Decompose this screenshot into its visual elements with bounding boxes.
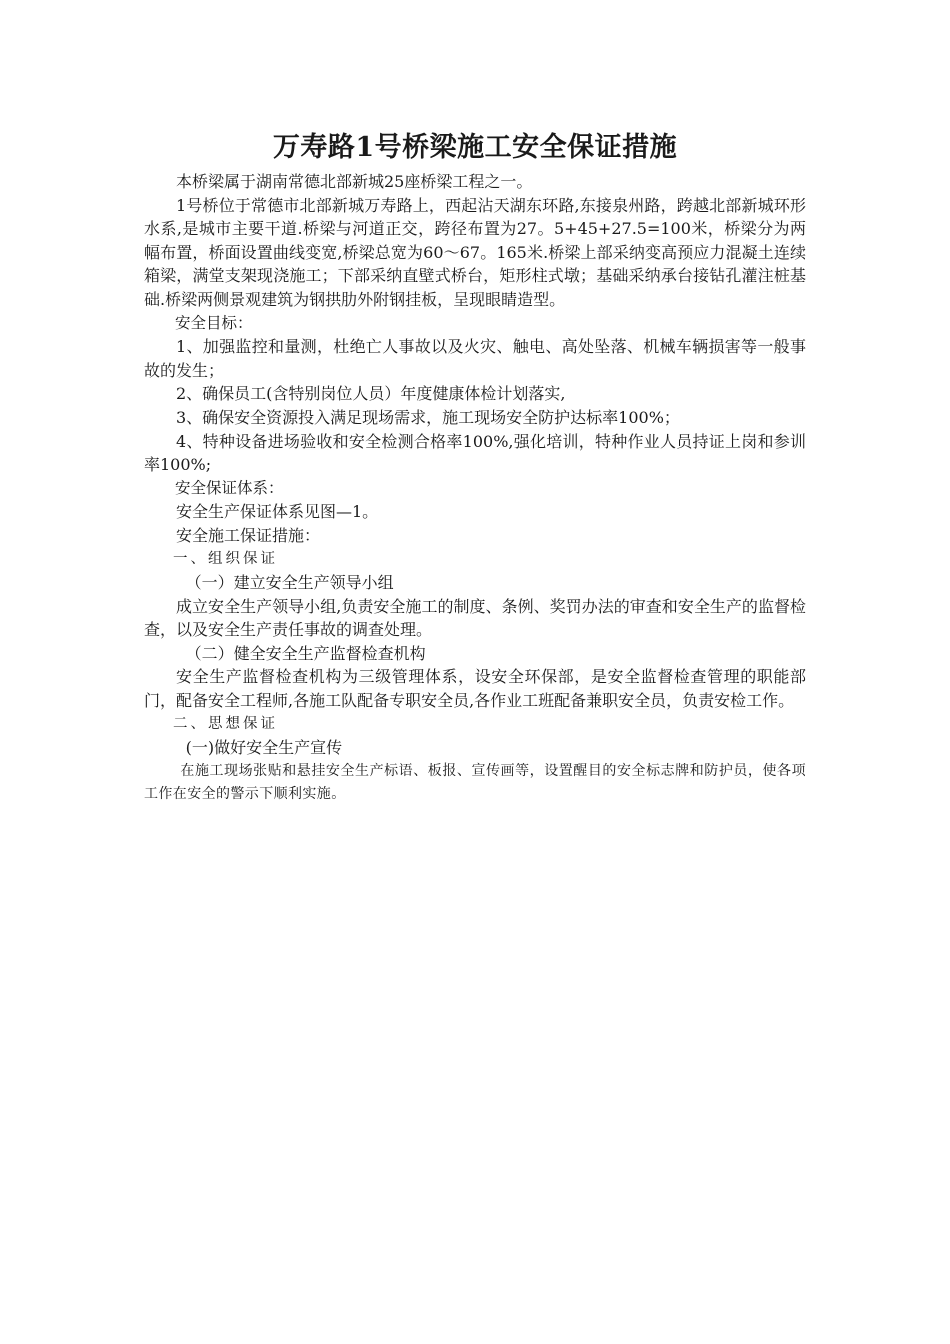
safety-goals-heading: 安全目标： [175, 313, 253, 332]
safety-system-heading: 安全保证体系： [175, 478, 284, 497]
document-page [144, 128, 806, 807]
safety-system-text: 安全生产保证体系见图—1。 [176, 502, 379, 522]
safety-goal-2: 2、确保员工(含特别岗位人员）年度健康体检计划落实, [176, 384, 566, 404]
safety-goal-4: 4、特种设备进场验收和安全检测合格率100%,强化培训，特种作业人员持证上岗和参训率100%; [144, 431, 806, 475]
section-organization-heading: 一、组织保证 [173, 550, 278, 567]
subsection-supervision-heading: （二）健全安全生产监督检查机构 [185, 643, 426, 663]
subsection-leadership-group-heading: （一）建立安全生产领导小组 [185, 573, 394, 593]
subsection-publicity-heading: (一)做好安全生产宣传 [185, 738, 343, 758]
subsection-supervision-text: 安全生产监督检查机构为三级管理体系，设安全环保部，是安全监督检查管理的职能部门，配备安全工程师,各施工队配备专职安全员,各作业工班配备兼职安全员，负责安检工作。 [144, 667, 806, 711]
subsection-publicity-text: 在施工现场张贴和悬挂安全生产标语、板报、宣传画等，设置醒目的安全标志牌和防护员，使各项工作在安全的警示下顺利实施。 [144, 762, 806, 803]
document-title: 万寿路1号桥梁施工安全保证措施 [272, 132, 678, 163]
location-paragraph: 1号桥位于常德市北部新城万寿路上，西起沾天湖东环路,东接泉州路，跨越北部新城环形水系,是城市主要干道.桥梁与河道正交，跨径布置为27。5+45+27.5=100米，桥梁分为两幅布置，桥面设置曲线变宽,桥梁总宽为60～67。165米.桥梁上部采纳变高预应力混凝土连续箱梁，满堂支架现浇施工；下部采纳直壁式桥台，矩形柱式墩；基础采纳承台接钻孔灌注桩基础.桥梁两侧景观建筑为钢拱肋外附钢挂板，呈现眼睛造型。 [144, 195, 806, 309]
subsection-leadership-group-text: 成立安全生产领导小组,负责安全施工的制度、条例、奖罚办法的审查和安全生产的监督检查，以及安全生产责任事故的调查处理。 [144, 596, 806, 640]
section-ideology-heading: 二、思想保证 [173, 715, 278, 732]
safety-measures-heading: 安全施工保证措施： [176, 525, 321, 545]
intro-paragraph: 本桥梁属于湖南常德北部新城25座桥梁工程之一。 [176, 172, 533, 191]
safety-goal-1: 1、加强监控和量测，杜绝亡人事故以及火灾、触电、高处坠落、机械车辆损害等一般事故的发生； [144, 337, 806, 380]
safety-goal-3: 3、确保安全资源投入满足现场需求，施工现场安全防护达标率100%； [176, 407, 680, 427]
